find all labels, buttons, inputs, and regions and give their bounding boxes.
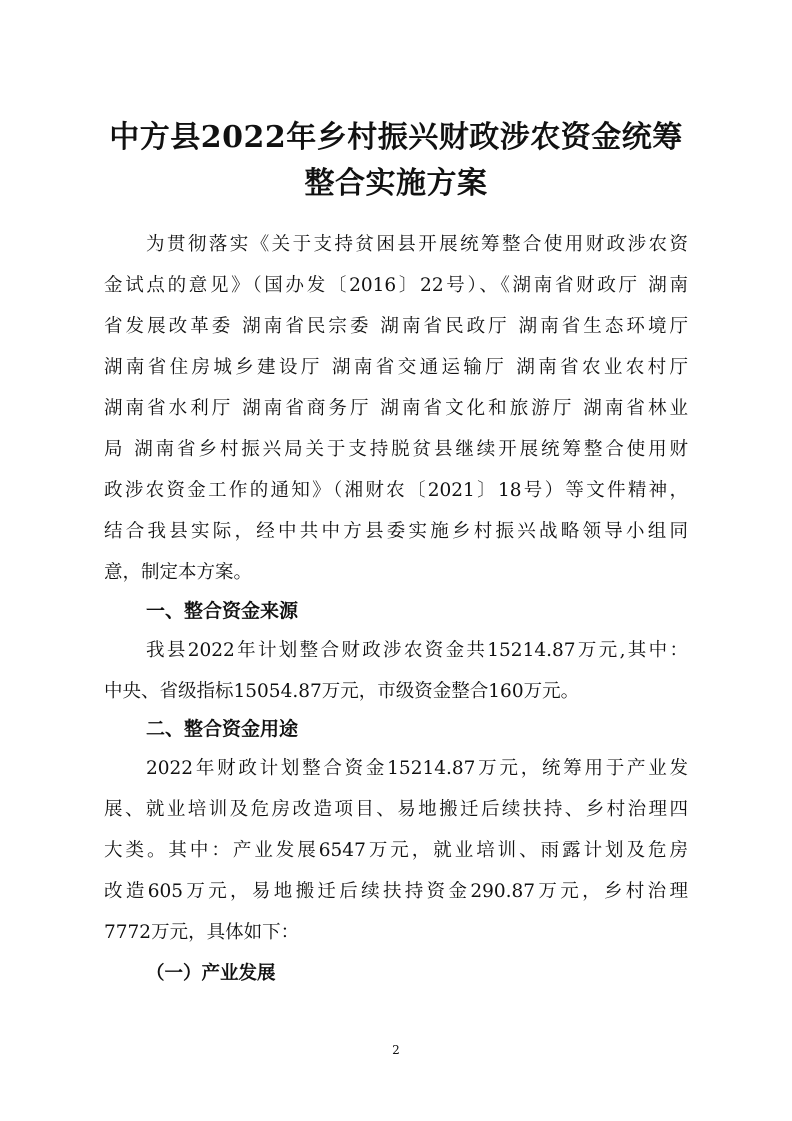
section1-paragraph-line: 中央、省级指标15054.87万元，市级资金整合160万元。 (104, 681, 580, 702)
document-title-line-2: 整合实施方案 (304, 166, 488, 201)
intro-paragraph-line: 意，制定本方案。 (104, 562, 253, 583)
document-title-line-1: 中方县2022年乡村振兴财政涉农资金统筹 (109, 120, 683, 155)
intro-paragraph-line: 结合我县实际，经中共中方县委实施乡村振兴战略领导小组同 (104, 521, 688, 542)
section2-paragraph-line: 2022年财政计划整合资金15214.87万元，统筹用于产业发 (146, 758, 688, 779)
page-number: 2 (392, 1043, 400, 1057)
section2-paragraph-line: 7772万元，具体如下： (104, 922, 300, 943)
section2-paragraph-line: 改造605万元，易地搬迁后续扶持资金290.87万元，乡村治理 (104, 881, 688, 902)
intro-paragraph-line: 局 湖南省乡村振兴局关于支持脱贫县继续开展统筹整合使用财 (104, 439, 688, 460)
section2-paragraph-line: 大类。其中：产业发展6547万元，就业培训、雨露计划及危房 (104, 840, 688, 861)
intro-paragraph-line: 湖南省水利厅 湖南省商务厅 湖南省文化和旅游厅 湖南省林业 (104, 398, 688, 419)
section1-paragraph-line: 我县2022年计划整合财政涉农资金共15214.87万元,其中： (146, 640, 688, 661)
intro-paragraph-line: 省发展改革委 湖南省民宗委 湖南省民政厅 湖南省生态环境厅 (104, 316, 688, 337)
section-heading-funding-uses: 二、整合资金用途 (146, 718, 299, 740)
section-heading-funding-sources: 一、整合资金来源 (146, 600, 299, 622)
intro-paragraph-line: 为贯彻落实《关于支持贫困县开展统筹整合使用财政涉农资 (146, 234, 688, 255)
intro-paragraph-line: 政涉农资金工作的通知》（湘财农〔2021〕18号）等文件精神， (104, 480, 688, 501)
intro-paragraph-line: 湖南省住房城乡建设厅 湖南省交通运输厅 湖南省农业农村厅 (104, 357, 688, 378)
subsection-heading-industry-development: （一）产业发展 (146, 963, 276, 984)
intro-paragraph-line: 金试点的意见》（国办发〔2016〕22号）、《湖南省财政厅 湖南 (104, 275, 688, 296)
section2-paragraph-line: 展、就业培训及危房改造项目、易地搬迁后续扶持、乡村治理四 (104, 799, 688, 820)
